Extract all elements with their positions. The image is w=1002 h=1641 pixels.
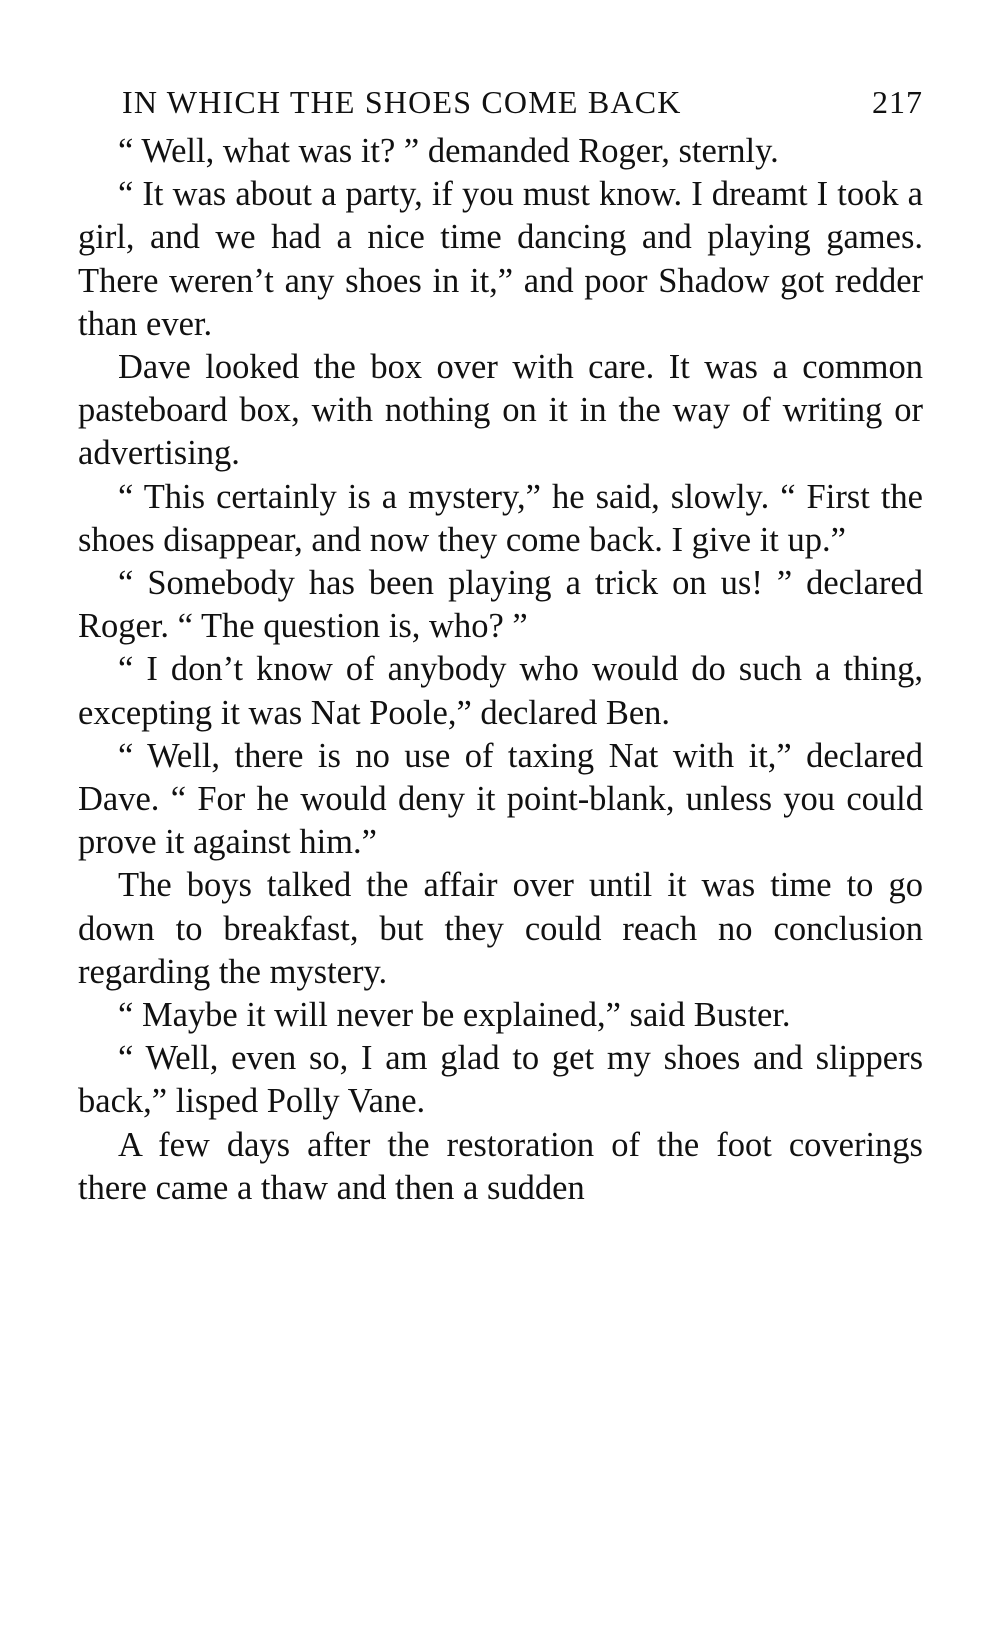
paragraph: “ Somebody has been playing a trick on us! ” declared Roger. “ The question is, who? ”	[78, 564, 923, 646]
paragraph: A few days after the restoration of the foot coverings there came a thaw and then a sudden	[78, 1125, 923, 1207]
paragraph: Dave looked the box over with care. It was a common pasteboard box, with nothing on it in the way of writing or advertising.	[78, 348, 923, 473]
paragraph: “ It was about a party, if you must know. I dreamt I took a girl, and we had a nice time dancing and playing games. There weren’t any shoes in it,” and poor Shadow got redder than ever.	[78, 175, 923, 343]
paragraph: “ This certainly is a mystery,” he said, slowly. “ First the shoes disappear, and now they come back. I give it up.”	[78, 477, 923, 559]
paragraph: “ Maybe it will never be explained,” said Buster.	[118, 996, 791, 1035]
body-text	[78, 130, 923, 1210]
book-page	[78, 82, 923, 1210]
paragraph: “ Well, even so, I am glad to get my shoes and slippers back,” lisped Polly Vane.	[78, 1039, 923, 1121]
page-number: 217	[872, 84, 923, 120]
paragraph: “ Well, there is no use of taxing Nat with it,” declared Dave. “ For he would deny it point-blank, unless you could prove it against him.”	[78, 736, 923, 862]
chapter-title: IN WHICH THE SHOES COME BACK	[122, 84, 682, 120]
paragraph: “ Well, what was it? ” demanded Roger, sternly.	[118, 132, 779, 170]
running-head	[78, 82, 923, 130]
paragraph: The boys talked the affair over until it was time to go down to breakfast, but they could reach no conclusion regarding the mystery.	[78, 866, 923, 991]
paragraph: “ I don’t know of anybody who would do such a thing, excepting it was Nat Poole,” declared Ben.	[78, 650, 923, 732]
